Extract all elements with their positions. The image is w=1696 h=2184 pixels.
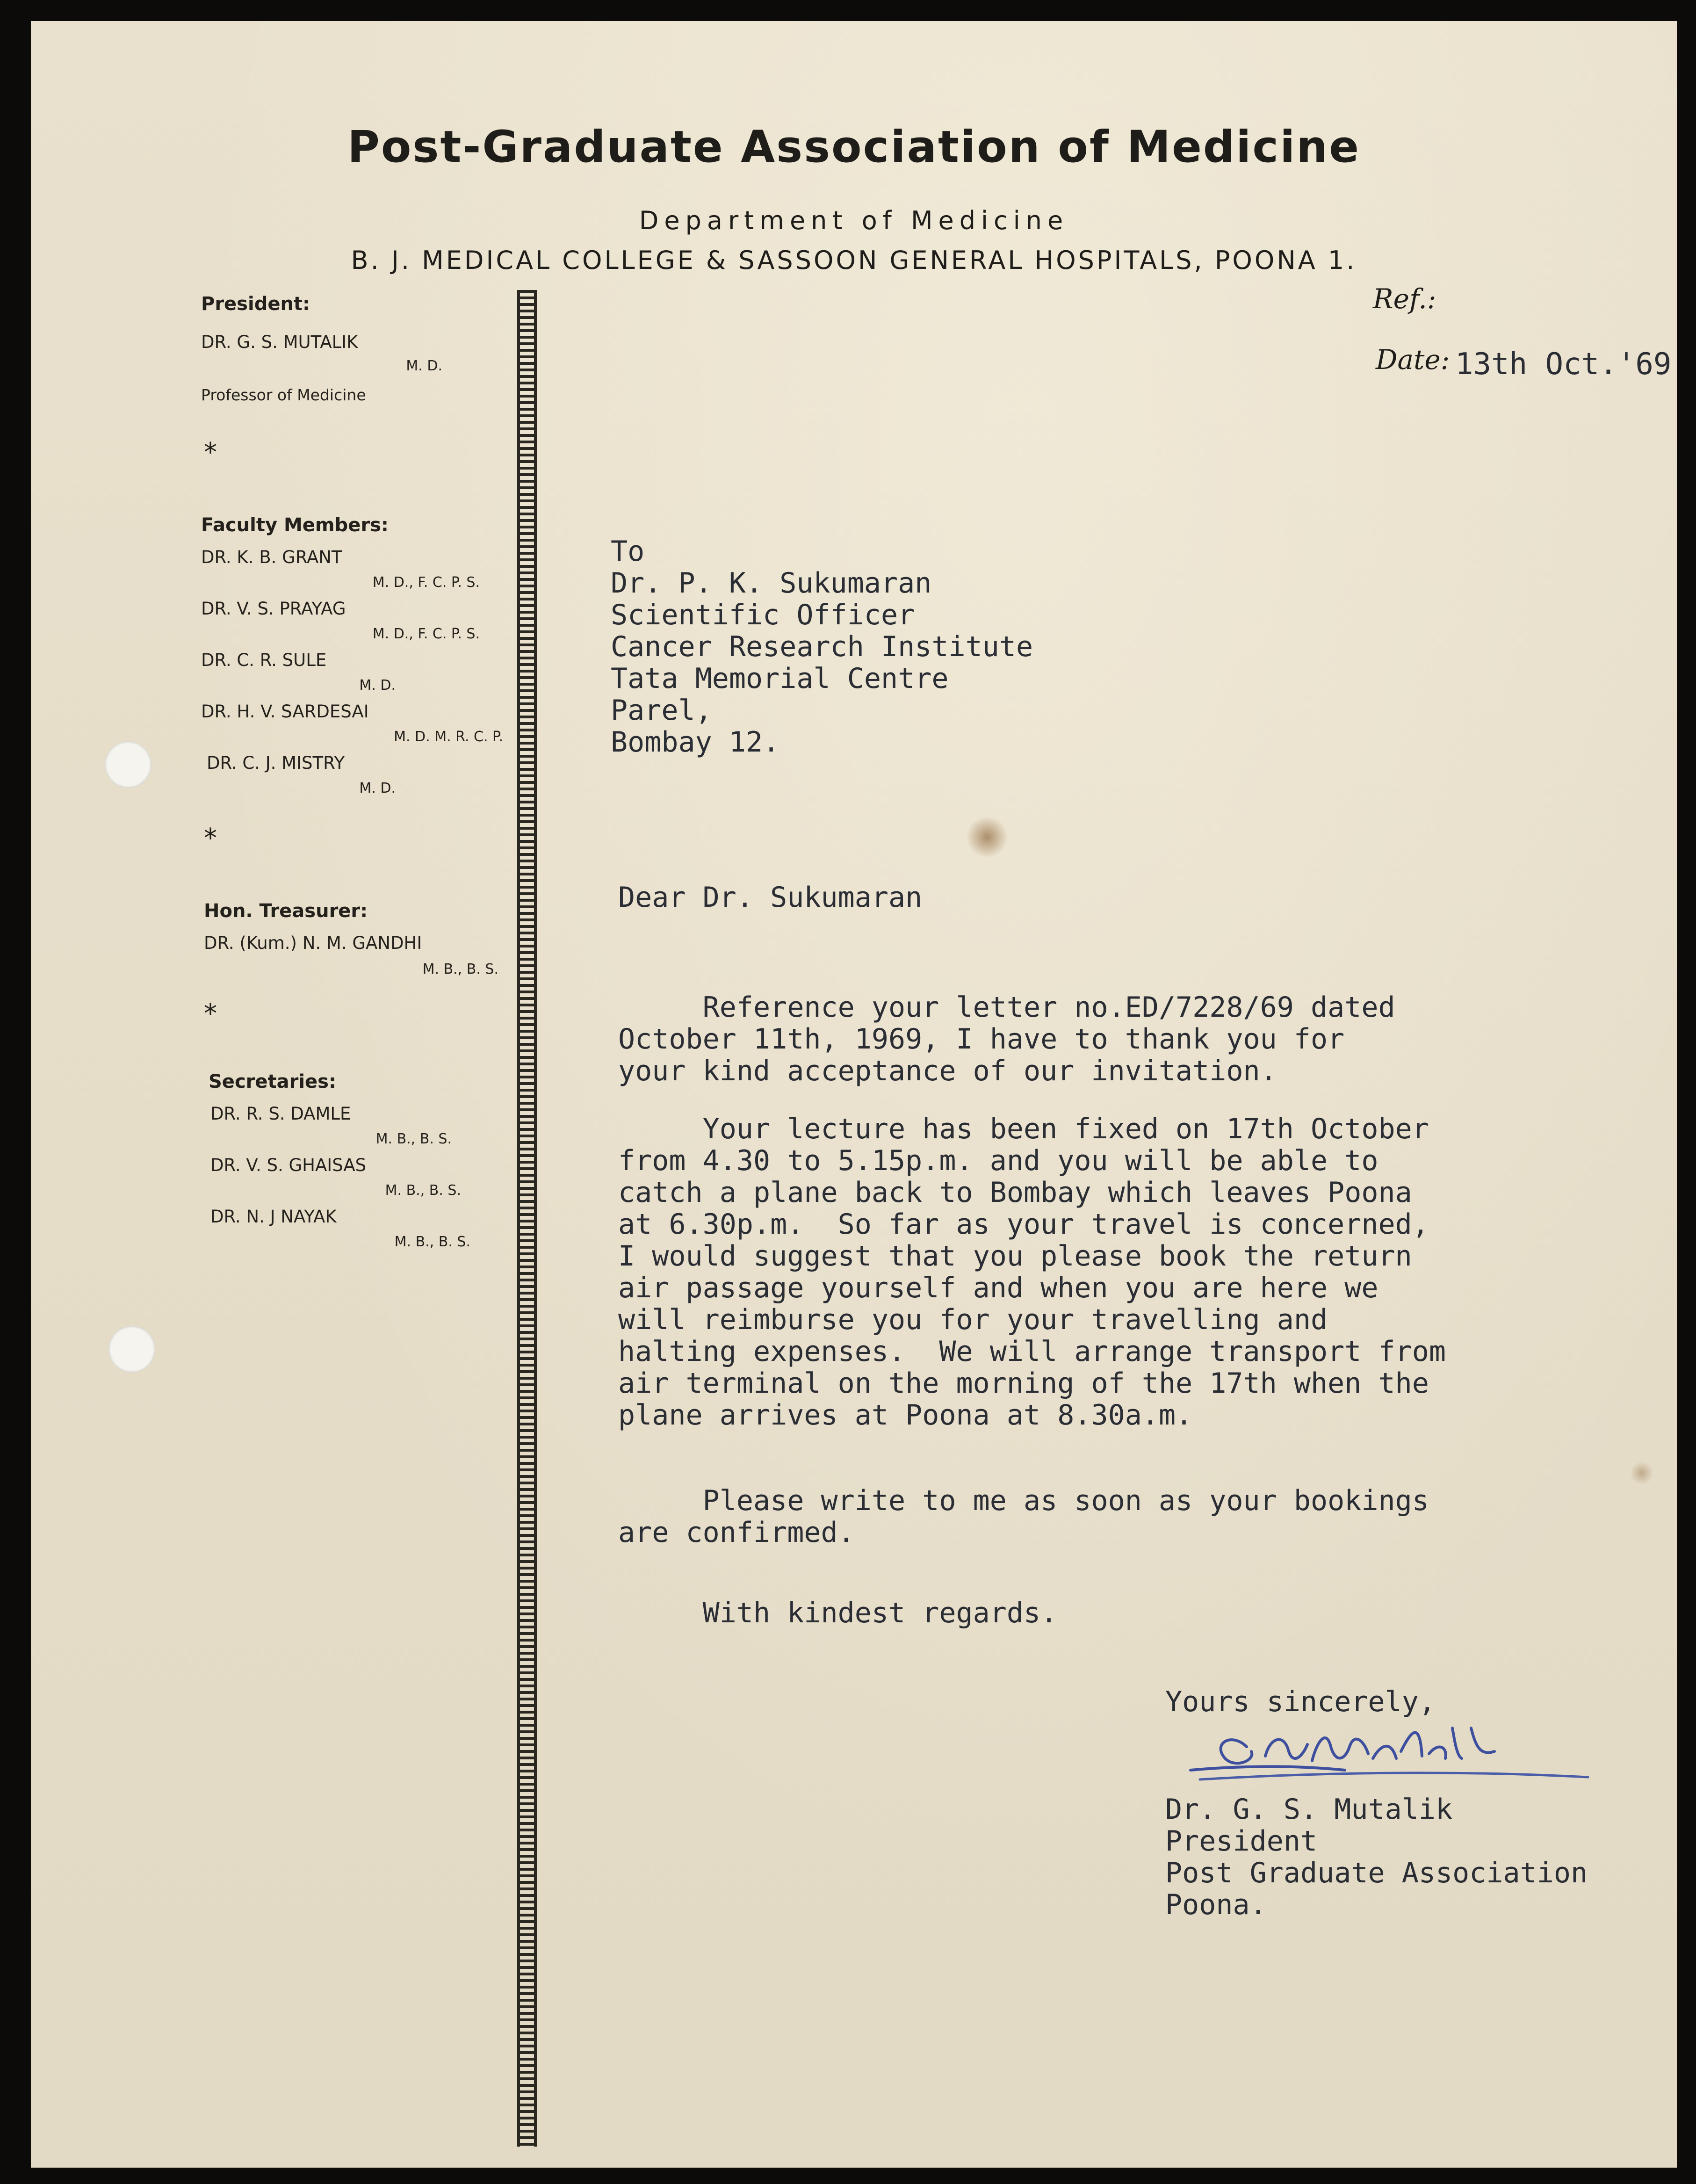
separator-star: *: [204, 823, 217, 853]
body-line: from 4.30 to 5.15p.m. and you will be able to: [618, 1144, 1378, 1177]
body-line: Please write to me as soon as your bookings: [618, 1484, 1429, 1517]
signatory-city: Poona.: [1165, 1888, 1267, 1921]
faculty-heading: Faculty Members:: [201, 514, 389, 536]
rust-stain-small: [1630, 1461, 1653, 1485]
separator-star: *: [204, 437, 217, 468]
letterhead-title: Post-Graduate Association of Medicine: [347, 122, 1360, 173]
secretary-qual: M. B., B. S.: [375, 1131, 452, 1147]
handwritten-signature: [1176, 1700, 1597, 1793]
ref-label: Ref.:: [1373, 283, 1436, 315]
faculty-name: DR. H. V. SARDESAI: [201, 701, 369, 722]
closing-line: With kindest regards.: [618, 1597, 1058, 1629]
faculty-qual: M. D., F. C. P. S.: [372, 626, 480, 642]
punch-hole-bottom: [108, 1326, 155, 1373]
punch-hole-top: [105, 741, 152, 788]
rust-stain: [966, 816, 1008, 858]
signatory-title: President: [1165, 1825, 1318, 1858]
body-line: plane arrives at Poona at 8.30a.m.: [618, 1399, 1193, 1432]
treasurer-name: DR. (Kum.) N. M. GANDHI: [204, 933, 422, 953]
address-line: Tata Memorial Centre: [611, 662, 949, 695]
body-line: Your lecture has been fixed on 17th October: [618, 1113, 1429, 1145]
body-line: Reference your letter no.ED/7228/69 dated: [618, 991, 1395, 1024]
body-line: halting expenses. We will arrange transport from: [618, 1335, 1446, 1368]
salutation: Dear Dr. Sukumaran: [618, 881, 923, 914]
faculty-qual: M. D. M. R. C. P.: [394, 729, 503, 745]
secretaries-heading: Secretaries:: [209, 1071, 336, 1092]
sign-off: Yours sincerely,: [1165, 1685, 1436, 1718]
treasurer-qual: M. B., B. S.: [422, 961, 498, 977]
date-label: Date:: [1376, 344, 1450, 376]
separator-star: *: [204, 998, 217, 1029]
decorative-divider: [517, 290, 537, 2147]
faculty-qual: M. D.: [359, 677, 396, 694]
body-line: your kind acceptance of our invitation.: [618, 1055, 1277, 1087]
body-line: at 6.30p.m. So far as your travel is concerned,: [618, 1208, 1429, 1241]
body-line: October 11th, 1969, I have to thank you for: [618, 1023, 1345, 1056]
secretary-name: DR. R. S. DAMLE: [210, 1104, 351, 1124]
faculty-name: DR. V. S. PRAYAG: [201, 599, 346, 619]
secretary-qual: M. B., B. S.: [385, 1182, 461, 1199]
body-line: are confirmed.: [618, 1516, 855, 1549]
address-line: Parel,: [611, 694, 712, 727]
signatory-org: Post Graduate Association: [1165, 1857, 1588, 1889]
body-line: air terminal on the morning of the 17th when the: [618, 1367, 1429, 1400]
to-label: To: [611, 535, 645, 568]
body-line: will reimburse you for your travelling and: [618, 1303, 1328, 1336]
president-heading: President:: [201, 293, 310, 315]
address-line: Bombay 12.: [611, 726, 780, 759]
address-line: Scientific Officer: [611, 599, 915, 631]
letterhead-college: B. J. MEDICAL COLLEGE & SASSOON GENERAL HOSPITALS, POONA 1.: [351, 246, 1357, 275]
faculty-name: DR. C. R. SULE: [201, 650, 327, 670]
treasurer-heading: Hon. Treasurer:: [204, 900, 368, 922]
faculty-qual: M. D.: [359, 780, 396, 796]
body-line: I would suggest that you please book the return: [618, 1240, 1412, 1273]
body-line: catch a plane back to Bombay which leaves Poona: [618, 1176, 1412, 1209]
letterhead-department: Department of Medicine: [639, 206, 1069, 235]
president-post: Professor of Medicine: [201, 386, 366, 404]
address-line: Dr. P. K. Sukumaran: [611, 567, 932, 600]
faculty-name: DR. K. B. GRANT: [201, 547, 342, 567]
address-line: Cancer Research Institute: [611, 630, 1033, 663]
president-name: DR. G. S. MUTALIK: [201, 332, 358, 352]
faculty-qual: M. D., F. C. P. S.: [372, 574, 480, 591]
secretary-qual: M. B., B. S.: [394, 1234, 470, 1250]
president-qual: M. D.: [406, 358, 442, 374]
letter-page: [31, 21, 1677, 2168]
faculty-name: DR. C. J. MISTRY: [207, 753, 345, 773]
signatory-name: Dr. G. S. Mutalik: [1165, 1793, 1453, 1826]
date-value: 13th Oct.'69: [1455, 347, 1672, 382]
secretary-name: DR. N. J NAYAK: [210, 1207, 337, 1227]
secretary-name: DR. V. S. GHAISAS: [210, 1155, 367, 1175]
body-line: air passage yourself and when you are here we: [618, 1272, 1378, 1304]
